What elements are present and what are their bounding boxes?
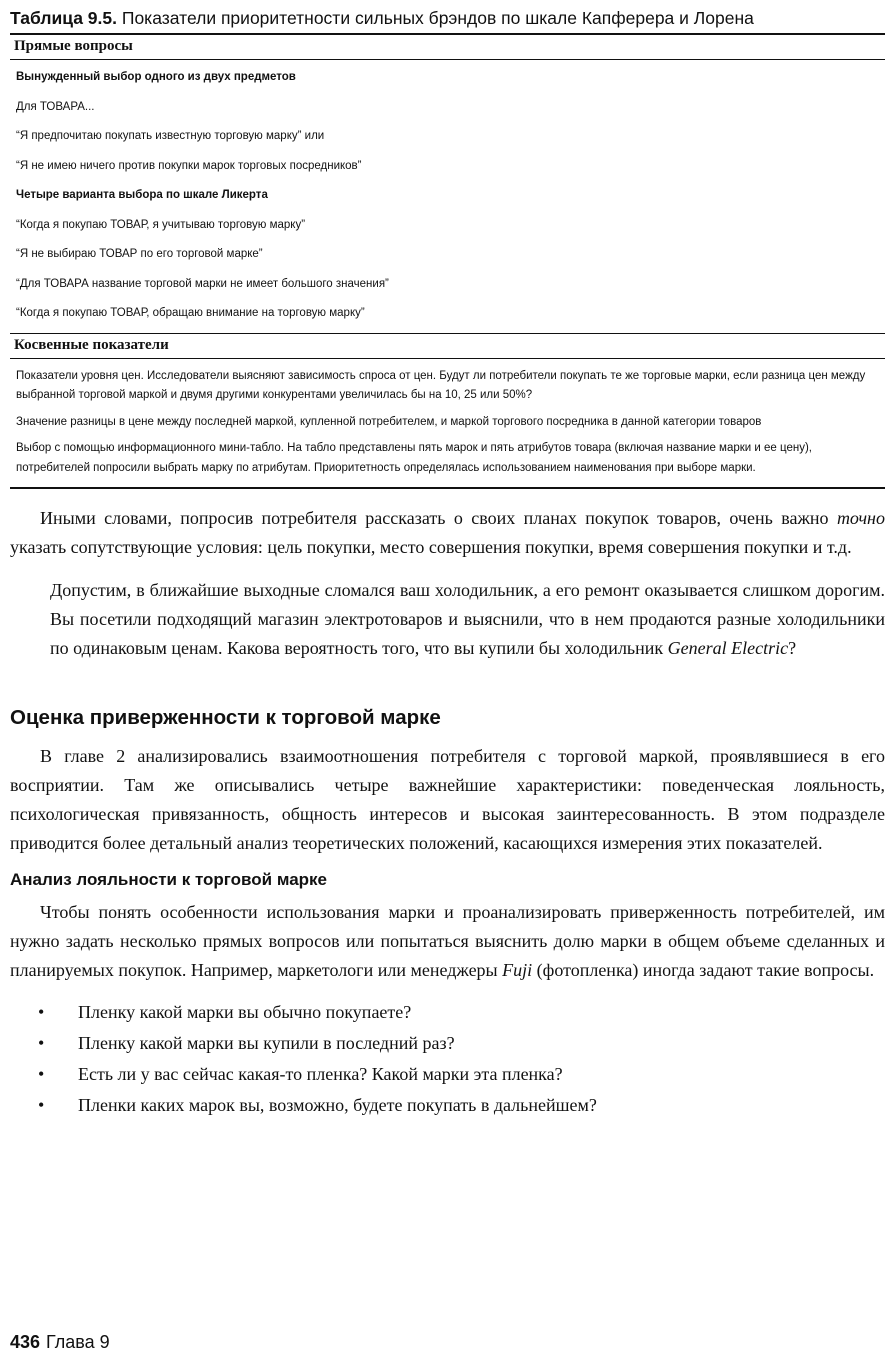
paragraph-conditions-text-1: Иными словами, попросив потребителя рассказать о своих планах покупок товаров, очень важно: [40, 508, 837, 528]
table-caption: [10, 6, 885, 30]
list-item: [38, 997, 885, 1028]
table-row: “Для ТОВАРА название торговой марки не имеет большого значения”: [16, 277, 389, 290]
table-bottom-rule: [10, 487, 885, 489]
heading-loyalty-analysis: Анализ лояльности к торговой марке: [10, 870, 327, 889]
paragraph-conditions-text-2: указать сопутствующие условия: цель покупки, место совершения покупки, время совершения покупки и т.д.: [10, 537, 852, 557]
list-item-text: Пленку какой марки вы обычно покупаете?: [78, 1002, 412, 1022]
table-caption-text: Показатели приоритетности сильных брэндов по шкале Капферера и Лорена: [121, 8, 754, 28]
bullet-icon: •: [38, 1095, 45, 1115]
bullet-icon: •: [38, 1033, 45, 1053]
section-direct-rows: [10, 60, 885, 333]
paragraph-conditions: [10, 504, 885, 562]
list-item: [38, 1059, 885, 1090]
table-9-5: [10, 6, 885, 489]
table-caption-label: Таблица 9.5.: [10, 8, 117, 28]
table-row: “Когда я покупаю ТОВАР, обращаю внимание на торговую марку”: [16, 307, 365, 319]
paragraph-loyalty: [10, 898, 885, 985]
table-paragraph: Выбор с помощью информационного мини-табло. На табло представлены пять марок и пять атрибутов товара (включая название марки и ее цену), потребителей попросили выбрать марку по атрибутам. Приоритетность определялась использованием наименования при выборе марки.: [16, 442, 812, 474]
paragraph-example-text-2: ?: [788, 638, 797, 658]
paragraph-loyalty-text-2: (фотопленка) иногда задают такие вопросы.: [532, 960, 875, 980]
table-subheading: Четыре варианта выбора по шкале Ликерта: [16, 189, 268, 201]
section-indirect-title: Косвенные показатели: [14, 336, 169, 353]
page-footer: [10, 1330, 110, 1354]
table-row: “Я не выбираю ТОВАР по его торговой марке”: [16, 248, 263, 260]
paragraph-chapter-2: В главе 2 анализировались взаимоотношения потребителя с торговой маркой, проявлявшиеся в его восприятии. Там же описывались четыре важнейшие характеристики: поведенческая лояльность, психологическая привязанность, общность интересов и высокая заинтересованность. В этом подразделе приводится более детальный анализ теоретических положений, касающихся измерения этих показателей.: [10, 746, 885, 853]
paragraph-example: [50, 576, 885, 663]
table-row: “Когда я покупаю ТОВАР, я учитываю торговую марку”: [16, 218, 306, 231]
paragraph-example-text-1: Допустим, в ближайшие выходные сломался ваш холодильник, а его ремонт оказывается слишком дорогим. Вы посетили подходящий магазин электротоваров и выяснили, что в нем продаются разные холодильники по одинаковым ценам. Какова вероятность того, что вы купили бы холодильник: [50, 580, 885, 658]
bullet-icon: •: [38, 1002, 45, 1022]
section-indirect-rows: [10, 359, 885, 488]
list-item-text: Есть ли у вас сейчас какая-то пленка? Какой марки эта пленка?: [78, 1064, 563, 1084]
question-list: [10, 997, 885, 1121]
table-row: Для ТОВАРА...: [16, 100, 95, 113]
list-item-text: Пленку какой марки вы купили в последний раз?: [78, 1033, 455, 1053]
heading-brand-commitment: Оценка приверженности к торговой марке: [10, 706, 441, 729]
paragraph-loyalty-brand: Fuji: [502, 960, 533, 980]
list-item-text: Пленки каких марок вы, возможно, будете покупать в дальнейшем?: [78, 1095, 597, 1115]
paragraph-loyalty-text-1: Чтобы понять особенности использования марки и проанализировать приверженность потребителей, им нужно задать несколько прямых вопросов или попытаться выяснить долю марки в общем объеме сделанных и планируемых покупок. Например, маркетологи или менеджеры: [10, 902, 885, 980]
page: [10, 6, 885, 1121]
section-direct-title: Прямые вопросы: [14, 38, 133, 54]
paragraph-conditions-emphasis: точно: [836, 508, 885, 528]
list-item: [38, 1028, 885, 1059]
chapter-label: Глава 9: [46, 1332, 110, 1352]
list-item: [38, 1090, 885, 1121]
table-subheading: Вынужденный выбор одного из двух предметов: [16, 71, 296, 83]
page-number: 436: [10, 1332, 41, 1352]
table-row: “Я не имею ничего против покупки марок торговых посредников”: [16, 159, 362, 172]
paragraph-example-brand: General Electric: [667, 638, 789, 658]
bullet-icon: •: [38, 1064, 45, 1084]
table-paragraph: Значение разницы в цене между последней маркой, купленной потребителем, и маркой торгового посредника в данной категории товаров: [16, 415, 762, 428]
table-paragraph: Показатели уровня цен. Исследователи выясняют зависимость спроса от цен. Будут ли потребители покупать те же торговые марки, если разница цен между выбранной торговой маркой и двумя другими конкурентами увеличилась бы на 10, 25 или 50%?: [16, 369, 866, 401]
table-row: “Я предпочитаю покупать известную торговую марку” или: [16, 130, 325, 142]
